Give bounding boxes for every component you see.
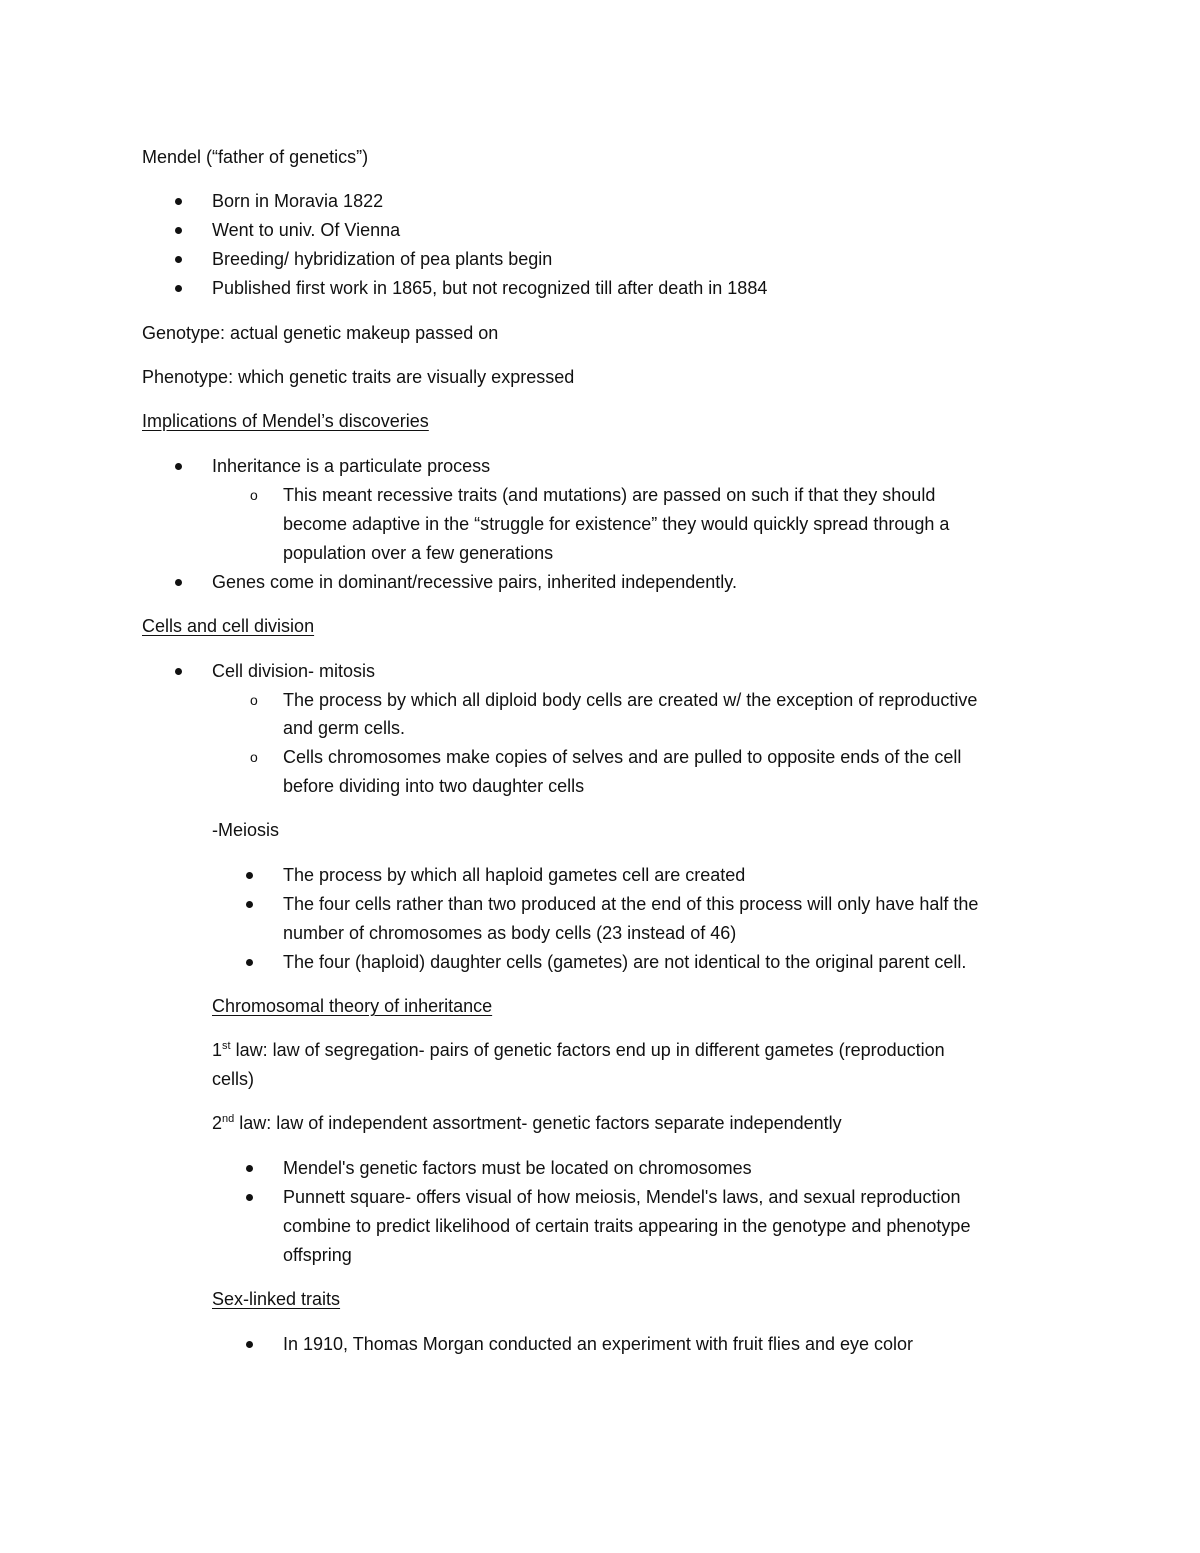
sub-list-item-line: before dividing into two daughter cells <box>283 776 585 796</box>
list-item: Breeding/ hybridization of pea plants begin <box>212 249 553 269</box>
list-item-line: Punnett square- offers visual of how meiosis, Mendel's laws, and sexual reproduction <box>283 1187 961 1207</box>
mendel-heading: Mendel (“father of genetics”) <box>142 147 369 167</box>
list-item-line: number of chromosomes as body cells (23 instead of 46) <box>283 923 737 943</box>
section-heading-sex-linked: Sex-linked traits <box>212 1289 341 1309</box>
law-1-text: law: law of segregation- pairs of genetic factors end up in different gametes (reproduction <box>230 1040 945 1060</box>
list-item-line: The four cells rather than two produced at the end of this process will only have half the <box>283 894 979 914</box>
list-item: In 1910, Thomas Morgan conducted an experiment with fruit flies and eye color <box>283 1334 914 1354</box>
sub-list-item-line: and germ cells. <box>283 718 406 738</box>
list-item: Went to univ. Of Vienna <box>212 220 401 240</box>
bullet-icon <box>246 959 253 966</box>
circle-bullet-icon: o <box>250 749 258 765</box>
bullet-icon <box>175 227 182 234</box>
sub-list-item-line: Cells chromosomes make copies of selves and are pulled to opposite ends of the cell <box>283 747 962 767</box>
bullet-icon <box>246 1194 253 1201</box>
law-1-number: 1 <box>212 1040 223 1060</box>
circle-bullet-icon: o <box>250 487 258 503</box>
bullet-icon <box>246 901 253 908</box>
genotype-definition: Genotype: actual genetic makeup passed on <box>142 323 499 343</box>
list-item: Inheritance is a particulate process <box>212 456 491 476</box>
law-2-text: law: law of independent assortment- genetic factors separate independently <box>234 1113 842 1133</box>
bullet-icon <box>246 1165 253 1172</box>
law-2-ordinal: nd <box>222 1113 235 1125</box>
circle-bullet-icon: o <box>250 692 258 708</box>
law-2-line <box>212 1112 842 1134</box>
bullet-icon <box>175 463 182 470</box>
bullet-icon <box>175 198 182 205</box>
list-item-line: combine to predict likelihood of certain traits appearing in the genotype and phenotype <box>283 1216 971 1236</box>
law-1-ordinal: st <box>222 1040 231 1052</box>
bullet-icon <box>246 1341 253 1348</box>
sub-list-item-line: become adaptive in the “struggle for existence” they would quickly spread through a <box>283 514 950 534</box>
list-item: Mendel's genetic factors must be located on chromosomes <box>283 1158 752 1178</box>
list-item: Genes come in dominant/recessive pairs, inherited independently. <box>212 572 737 592</box>
sub-list-item-line: The process by which all diploid body cells are created w/ the exception of reproductive <box>283 690 978 710</box>
section-heading-chromosomal: Chromosomal theory of inheritance <box>212 996 493 1016</box>
bullet-icon <box>175 256 182 263</box>
bullet-icon <box>175 285 182 292</box>
list-item: Cell division- mitosis <box>212 661 376 681</box>
list-item-line: offspring <box>283 1245 352 1265</box>
bullet-icon <box>175 668 182 675</box>
list-item: Published first work in 1865, but not recognized till after death in 1884 <box>212 278 768 298</box>
list-item: The four (haploid) daughter cells (gametes) are not identical to the original parent cell. <box>283 952 967 972</box>
sub-list-item-line: This meant recessive traits (and mutations) are passed on such if that they should <box>283 485 936 505</box>
section-heading-cells: Cells and cell division <box>142 616 315 636</box>
law-2-number: 2 <box>212 1113 223 1133</box>
meiosis-label: -Meiosis <box>212 820 280 840</box>
list-item: Born in Moravia 1822 <box>212 191 384 211</box>
bullet-icon <box>175 579 182 586</box>
list-item: The process by which all haploid gametes cell are created <box>283 865 746 885</box>
law-1-line-2: cells) <box>212 1069 255 1089</box>
law-1-line <box>212 1039 945 1061</box>
phenotype-definition: Phenotype: which genetic traits are visually expressed <box>142 367 575 387</box>
section-heading-implications: Implications of Mendel’s discoveries <box>142 411 429 431</box>
sub-list-item-line: population over a few generations <box>283 543 554 563</box>
bullet-icon <box>246 872 253 879</box>
